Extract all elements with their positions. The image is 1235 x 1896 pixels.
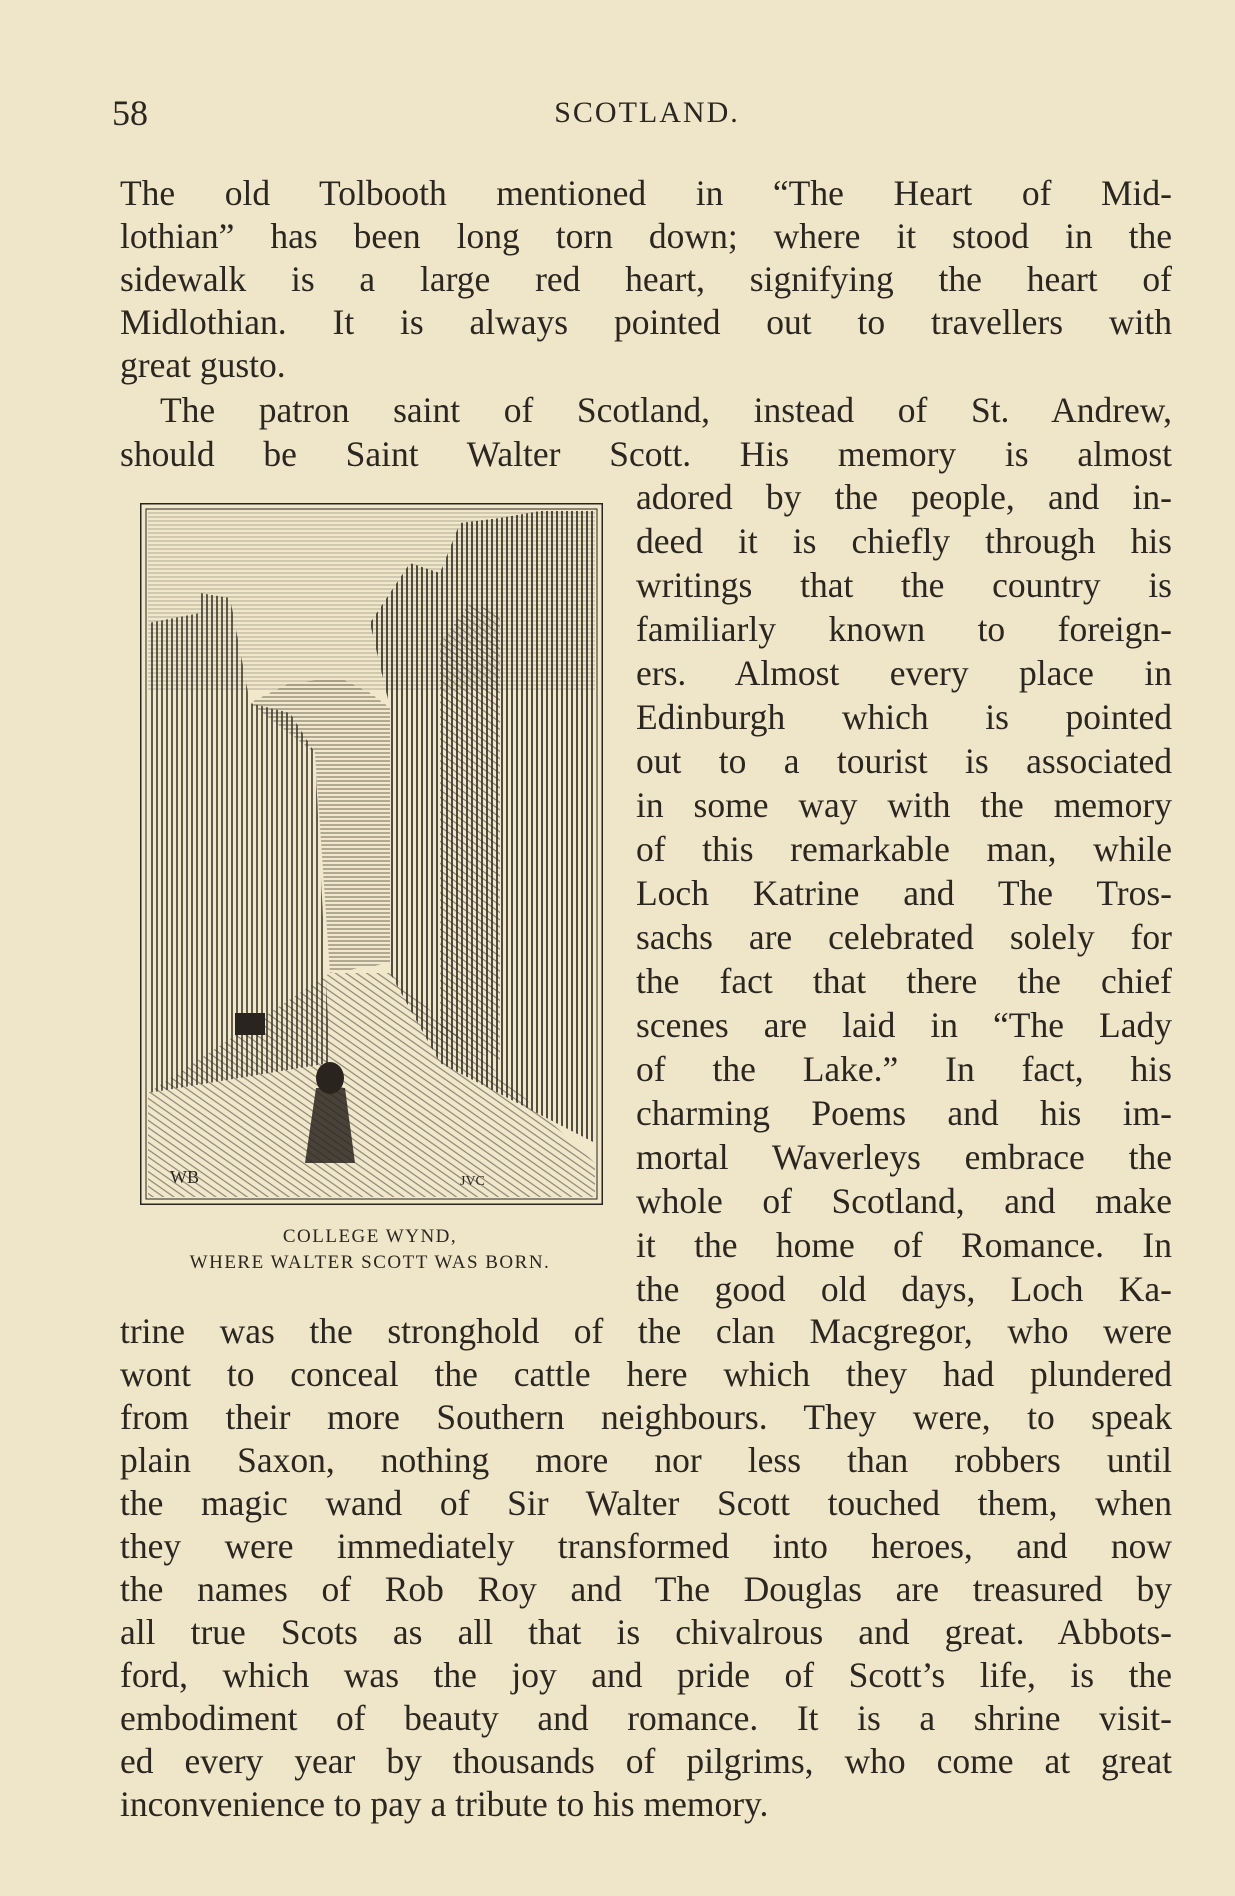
text-line: should be Saint Walter Scott. His memory is almost xyxy=(120,434,1172,474)
text-line: ers. Almost every place in xyxy=(636,653,1172,693)
text-line: all true Scots as all that is chivalrous and great. Abbots- xyxy=(120,1612,1172,1652)
running-title: SCOTLAND. xyxy=(554,96,740,129)
text-line: sachs are celebrated solely for xyxy=(636,917,1172,957)
text-line: The old Tolbooth mentioned in “The Heart of Mid- xyxy=(120,173,1172,213)
text-line: from their more Southern neighbours. They were, to speak xyxy=(120,1397,1172,1437)
text-line: embodiment of beauty and romance. It is a shrine visit- xyxy=(120,1698,1172,1738)
text-line: adored by the people, and in- xyxy=(636,477,1172,517)
text-line: of the Lake.” In fact, his xyxy=(636,1049,1172,1089)
text-line: trine was the stronghold of the clan Macgregor, who were xyxy=(120,1311,1172,1351)
text-line: sidewalk is a large red heart, signifying the heart of xyxy=(120,259,1172,299)
text-line: in some way with the memory xyxy=(636,785,1172,825)
text-line: Edinburgh which is pointed xyxy=(636,697,1172,737)
text-line: great gusto. xyxy=(120,345,286,385)
text-line: inconvenience to pay a tribute to his memory. xyxy=(120,1784,769,1824)
text-line: ford, which was the joy and pride of Scott’s life, is the xyxy=(120,1655,1172,1695)
text-line: Loch Katrine and The Tros- xyxy=(636,873,1172,913)
text-line: charming Poems and his im- xyxy=(636,1093,1172,1133)
page-header xyxy=(112,92,1182,142)
text-line: whole of Scotland, and make xyxy=(636,1181,1172,1221)
text-line: ed every year by thousands of pilgrims, who come at great xyxy=(120,1741,1172,1781)
engraver-signature-left: WB xyxy=(170,1167,199,1187)
text-line: scenes are laid in “The Lady xyxy=(636,1005,1172,1045)
text-line: Midlothian. It is always pointed out to travellers with xyxy=(120,302,1172,342)
engraver-signature-right: JVC xyxy=(460,1174,485,1189)
illustration-caption-line2: WHERE WALTER SCOTT WAS BORN. xyxy=(189,1252,551,1273)
college-wynd-engraving xyxy=(140,503,603,1205)
text-line: The patron saint of Scotland, instead of St. Andrew, xyxy=(160,390,1172,430)
text-line: wont to conceal the cattle here which they had plundered xyxy=(120,1354,1172,1394)
text-line: out to a tourist is associated xyxy=(636,741,1172,781)
text-line: writings that the country is xyxy=(636,565,1172,605)
text-line: the names of Rob Roy and The Douglas are treasured by xyxy=(120,1569,1172,1609)
text-line: the magic wand of Sir Walter Scott touched them, when xyxy=(120,1483,1172,1523)
text-line: they were immediately transformed into heroes, and now xyxy=(120,1526,1172,1566)
text-line: of this remarkable man, while xyxy=(636,829,1172,869)
text-line: the fact that there the chief xyxy=(636,961,1172,1001)
text-line: lothian” has been long torn down; where it stood in the xyxy=(120,216,1172,256)
text-line: mortal Waverleys embrace the xyxy=(636,1137,1172,1177)
text-line: it the home of Romance. In xyxy=(636,1225,1172,1265)
text-line: familiarly known to foreign- xyxy=(636,609,1172,649)
illustration-caption-line1: COLLEGE WYND, xyxy=(282,1226,458,1247)
text-line: deed it is chiefly through his xyxy=(636,521,1172,561)
text-line: the good old days, Loch Ka- xyxy=(636,1269,1172,1309)
text-line: plain Saxon, nothing more nor less than robbers until xyxy=(120,1440,1172,1480)
page-number: 58 xyxy=(112,93,148,133)
